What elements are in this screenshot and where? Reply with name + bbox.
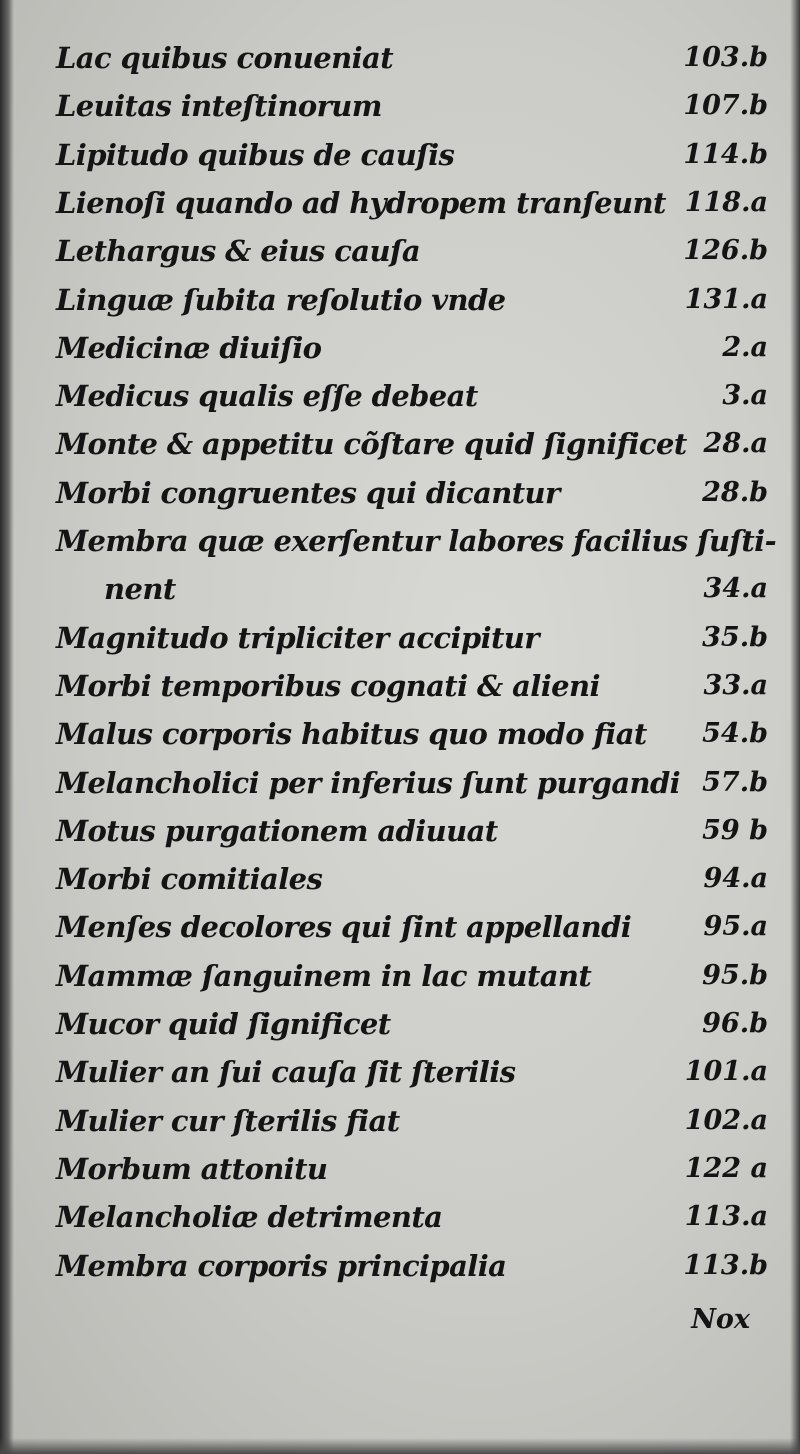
index-entry xyxy=(0,905,800,949)
entry-label: Linguæ ſubita reſolutio vnde xyxy=(56,282,506,317)
entry-label: Morbi congruentes qui dicantur xyxy=(56,475,560,510)
entry-page-ref: 35.b xyxy=(702,621,768,653)
entry-page-ref: 28.b xyxy=(702,476,768,508)
entry-label: Menſes decolores qui ſint appellandi xyxy=(56,910,632,945)
index-entry xyxy=(0,1002,800,1046)
entry-label: Lac quibus conueniat xyxy=(56,41,394,75)
index-entry xyxy=(0,1147,800,1191)
index-entry xyxy=(0,519,800,563)
entry-page-ref: 54.b xyxy=(702,718,768,750)
entry-page-ref: 131.a xyxy=(684,283,768,315)
index-entry xyxy=(0,761,800,805)
index-entry xyxy=(0,422,800,466)
index-entry xyxy=(0,616,800,660)
index-entry xyxy=(0,1244,800,1288)
index-entry xyxy=(0,181,800,225)
entry-page-ref: 122 a xyxy=(684,1152,768,1184)
entry-label: Lipitudo quibus de cauſis xyxy=(56,137,455,172)
entry-label: Membra quæ exerſentur labores facilius ſuſti- xyxy=(56,524,777,558)
index-entry xyxy=(0,278,800,322)
entry-page-ref: 3.a xyxy=(722,380,768,412)
entry-page-ref: 113.b xyxy=(683,1249,768,1281)
entry-page-ref: 101.a xyxy=(684,1056,768,1088)
index-entry xyxy=(0,229,800,273)
entry-page-ref: 2.a xyxy=(722,331,768,363)
index-entry xyxy=(0,1195,800,1239)
entry-label: Morbi temporibus cognati & alieni xyxy=(56,668,600,703)
entry-label: Magnitudo tripliciter accipitur xyxy=(56,620,539,655)
entry-label: Mucor quid ſignificet xyxy=(56,1007,391,1041)
entry-label: Melancholici per inferius ſunt purgandi xyxy=(56,765,681,800)
catchword: Nox xyxy=(691,1304,750,1335)
index-entry xyxy=(0,471,800,515)
entry-page-ref: 34.a xyxy=(703,573,768,605)
entry-label: Monte & appetitu cõſtare quid ſignificet xyxy=(56,427,687,462)
entry-label: Mulier an ſui cauſa ſit ſterilis xyxy=(56,1055,516,1090)
entry-label: Lethargus & eius cauſa xyxy=(56,234,421,269)
entry-label: Mammæ ſanguinem in lac mutant xyxy=(56,958,592,993)
entry-page-ref: 57.b xyxy=(702,766,768,798)
entry-label: Malus corporis habitus quo modo fiat xyxy=(56,717,647,752)
entry-page-ref: 28.a xyxy=(703,428,768,460)
entry-page-ref: 95.b xyxy=(702,959,768,991)
entry-page-ref: 107.b xyxy=(683,90,768,122)
entry-page-ref: 103.b xyxy=(683,42,768,73)
entry-label: Mulier cur ſterilis fiat xyxy=(56,1103,400,1138)
entry-page-ref: 118.a xyxy=(684,186,768,218)
entry-label: Medicinæ diuiſio xyxy=(56,330,322,365)
entry-label: Membra corporis principalia xyxy=(56,1248,507,1283)
entry-page-ref: 94.a xyxy=(703,863,768,895)
index-entry xyxy=(0,36,800,80)
index-entry xyxy=(0,374,800,418)
entry-label: Morbi comitiales xyxy=(56,862,323,897)
entry-page-ref: 126.b xyxy=(683,235,768,267)
entry-label: Lienoſi quando ad hydropem tranſeunt xyxy=(56,185,666,220)
entry-page-ref: 33.a xyxy=(703,669,768,701)
entry-label: Motus purgationem adiuuat xyxy=(56,813,498,848)
entry-page-ref: 113.a xyxy=(684,1201,768,1233)
entry-page-ref: 96.b xyxy=(702,1008,768,1039)
entry-page-ref: 114.b xyxy=(683,138,768,170)
entry-page-ref: 102.a xyxy=(684,1104,768,1136)
index-entry xyxy=(0,857,800,901)
index-entry xyxy=(0,1099,800,1143)
index-entry xyxy=(0,809,800,853)
page-edge-bottom xyxy=(0,1438,800,1454)
index-entry xyxy=(0,84,800,128)
entry-label: Leuitas inteſtinorum xyxy=(56,89,382,124)
index-entry xyxy=(0,1050,800,1094)
index-entry xyxy=(0,712,800,756)
index-entry xyxy=(0,567,800,611)
entry-page-ref: 59 b xyxy=(702,814,768,846)
index-entry xyxy=(0,664,800,708)
entry-label: Morbum attonitu xyxy=(56,1151,328,1186)
entry-label: Melancholiæ detrimenta xyxy=(56,1200,443,1235)
entry-page-ref: 95.a xyxy=(703,911,768,943)
index-entry xyxy=(0,954,800,998)
entry-label: nent xyxy=(104,572,176,607)
entry-label: Medicus qualis eſſe debeat xyxy=(56,379,478,414)
index-entry xyxy=(0,133,800,177)
index-entry xyxy=(0,326,800,370)
